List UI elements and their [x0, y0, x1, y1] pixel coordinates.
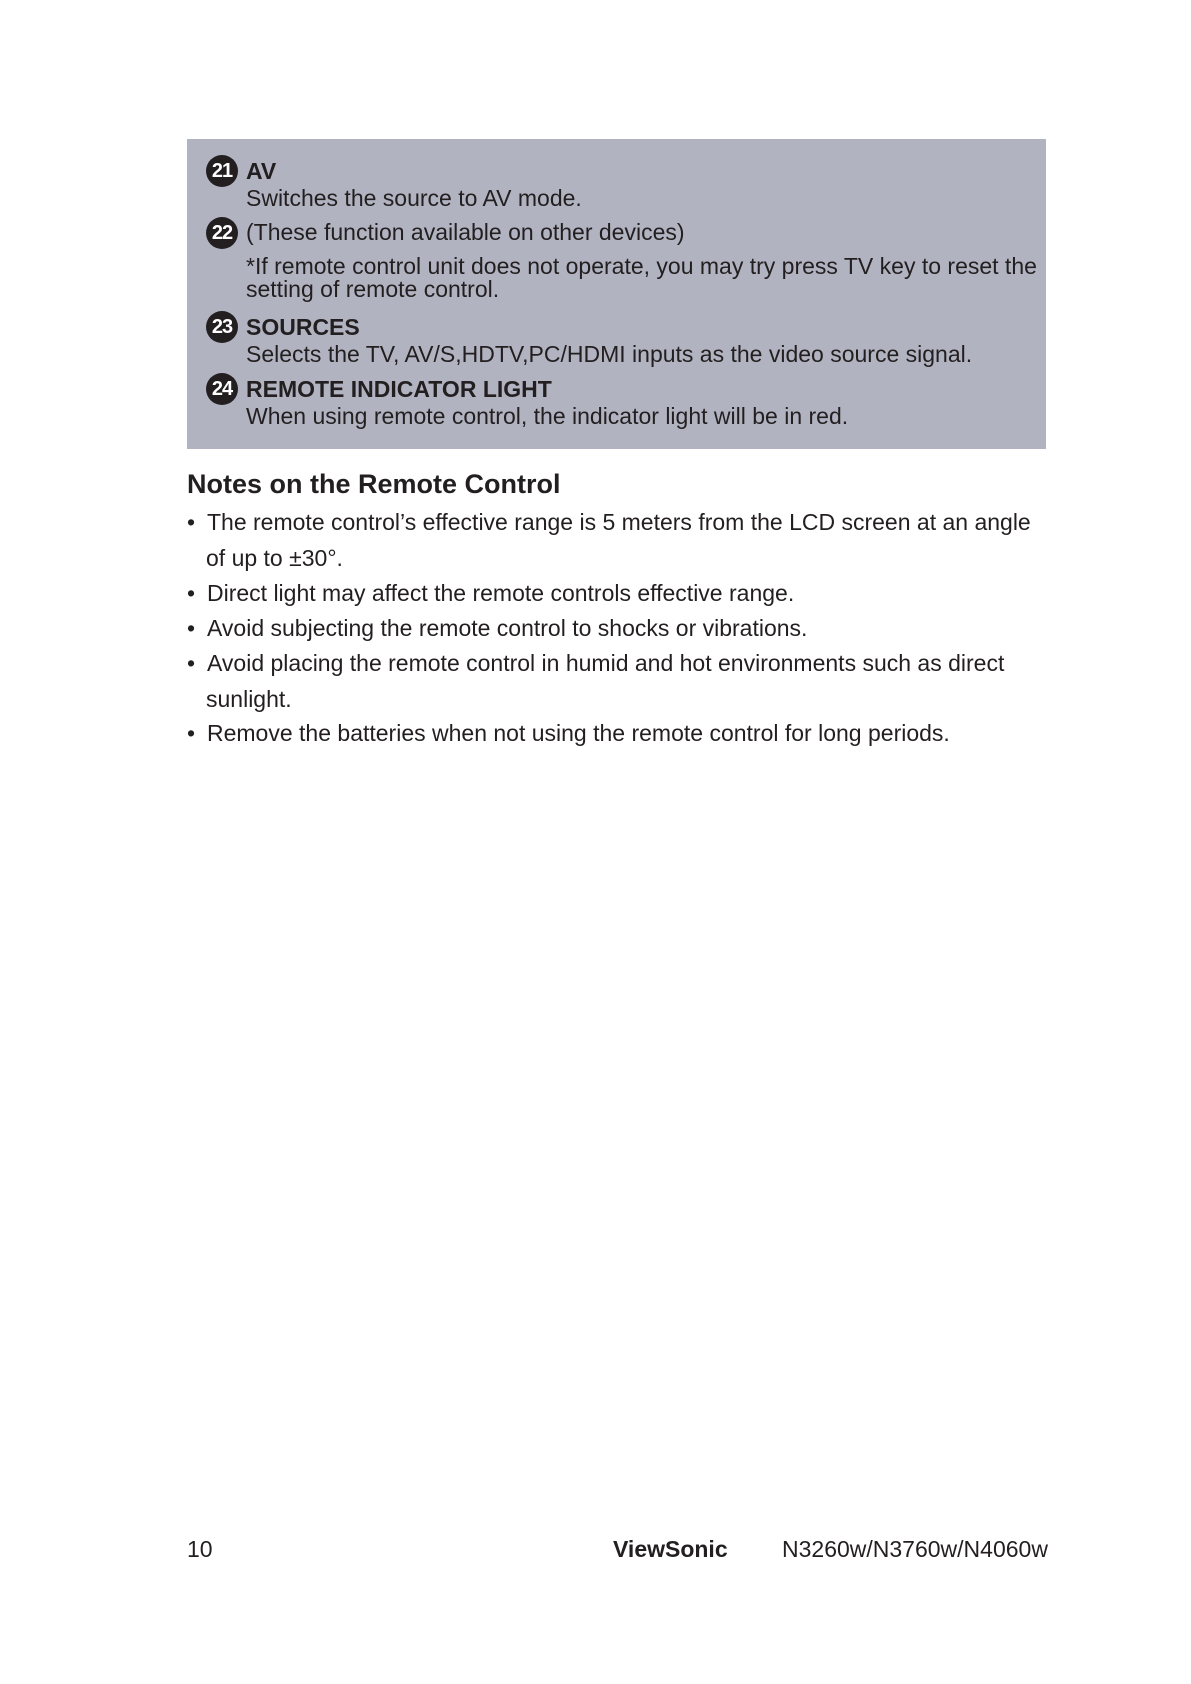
bullet-icon: • [187, 509, 196, 535]
item-title: AV [246, 158, 277, 184]
item-description: Selects the TV, AV/S,HDTV,PC/HDMI inputs as the video source signal. [246, 341, 973, 367]
function-list-box [187, 139, 1046, 449]
item-description: When using remote control, the indicator light will be in red. [246, 403, 849, 429]
model-numbers: N3260w/N3760w/N4060w [782, 1536, 1048, 1562]
notes-bullet-5 [187, 720, 950, 747]
notes-bullet-4 [187, 650, 1004, 677]
bullet-text: Avoid subjecting the remote control to shocks or vibrations. [207, 615, 808, 641]
item-description: *If remote control unit does not operate, you may try press TV key to reset the [246, 253, 1037, 279]
notes-bullet-1 [187, 509, 1031, 536]
notes-heading: Notes on the Remote Control [187, 469, 561, 499]
item-description: Switches the source to AV mode. [246, 185, 582, 211]
bullet-text: Remove the batteries when not using the remote control for long periods. [207, 720, 950, 746]
bullet-text: Avoid placing the remote control in humid and hot environments such as direct [207, 650, 1005, 676]
bullet-icon: • [187, 720, 196, 746]
notes-bullet-3 [187, 615, 807, 642]
item-description: setting of remote control. [246, 276, 500, 302]
bullet-icon: • [187, 650, 196, 676]
bullet-text: The remote control’s effective range is 5 meters from the LCD screen at an angle [207, 509, 1031, 535]
item-title: REMOTE INDICATOR LIGHT [246, 376, 552, 402]
bullet-icon: • [187, 580, 196, 606]
item-number-badge: 24 [206, 373, 238, 405]
bullet-icon: • [187, 615, 196, 641]
item-number-badge: 21 [206, 155, 238, 187]
bullet-continuation: sunlight. [206, 686, 292, 712]
page-number: 10 [187, 1536, 213, 1562]
item-number-badge: 22 [206, 217, 238, 249]
notes-bullet-2 [187, 580, 794, 607]
item-title: SOURCES [246, 314, 360, 340]
item-description: (These function available on other devices) [246, 219, 685, 245]
bullet-text: Direct light may affect the remote controls effective range. [207, 580, 795, 606]
bullet-continuation: of up to ±30°. [206, 545, 343, 571]
item-number-badge: 23 [206, 311, 238, 343]
brand-name: ViewSonic [613, 1536, 728, 1562]
